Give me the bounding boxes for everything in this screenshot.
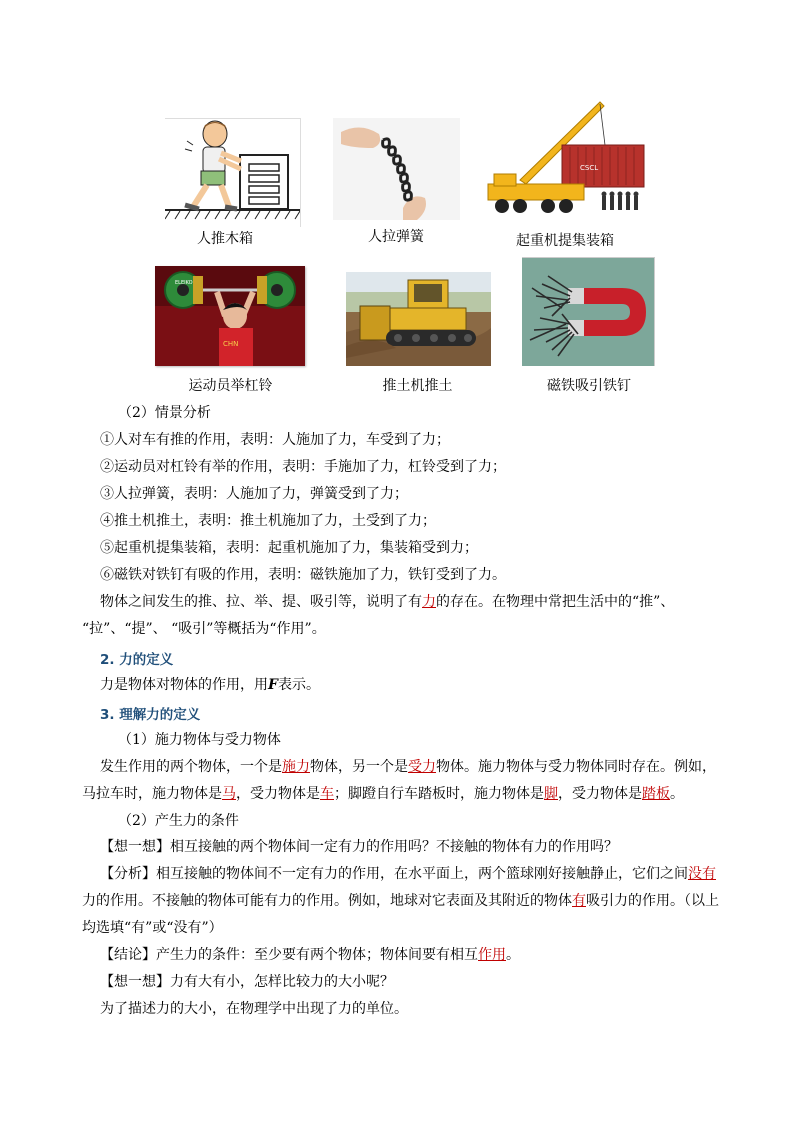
analysis-paragraph-line-1 xyxy=(100,863,716,883)
p1-blank-1: 施力 xyxy=(282,759,310,775)
definition-text-a: 力是物体对物体的作用，用 xyxy=(100,677,268,693)
section2-heading: 2. 力的定义 xyxy=(100,652,174,668)
analysis-text-b: 力的作用。不接触的物体可能有力的作用。例如，地球对它表面及其附近的物体 xyxy=(82,893,572,909)
caption-crane: 起重机提集装箱 xyxy=(516,233,614,249)
think-question-1: 【想一想】相互接触的两个物体间一定有力的作用吗？不接触的物体有力的作用吗？ xyxy=(100,839,618,855)
p1-blank-2: 受力 xyxy=(408,759,436,775)
analysis-item-5: ⑤起重机提集装箱，表明：起重机施加了力，集装箱受到力； xyxy=(100,540,478,556)
summary-text-b: 的存在。在物理中常把生活中的“推”、 xyxy=(436,594,675,610)
analysis-paragraph-line-3: 均选填“有”或“没有”） xyxy=(82,920,223,936)
p1-text-c: 物体，另一个是 xyxy=(310,759,408,775)
analysis-text-a: 【分析】相互接触的物体间不一定有力的作用，在水平面上，两个篮球刚好接触静止，它们之间 xyxy=(100,866,688,882)
section3-heading: 3. 理解力的定义 xyxy=(100,707,201,723)
p2-text-c: ，受力物体是 xyxy=(236,786,320,802)
analysis-blank-2: 有 xyxy=(572,893,586,909)
figure-weightlifter xyxy=(155,266,305,366)
summary-blank: 力 xyxy=(422,594,436,610)
p2-blank-2: 车 xyxy=(320,786,334,802)
caption-push-box: 人推木箱 xyxy=(197,231,253,247)
p2-text-e: ，受力物体是 xyxy=(558,786,642,802)
analysis-summary-line-1 xyxy=(100,591,674,611)
analysis-item-3: ③人拉弹簧，表明：人施加了力，弹簧受到了力； xyxy=(100,486,408,502)
caption-pull-spring: 人拉弹簧 xyxy=(368,229,424,245)
p2-text-f: 。 xyxy=(670,786,684,802)
analysis-item-6: ⑥磁铁对铁钉有吸的作用，表明：磁铁施加了力，铁钉受到了力。 xyxy=(100,567,506,583)
conclusion-blank: 作用 xyxy=(478,947,506,963)
analysis-blank-1: 没有 xyxy=(688,866,716,882)
analysis-summary-line-2: “拉”、“提”、 “吸引”等概括为“作用”。 xyxy=(82,621,326,637)
section3-sub1: （1）施力物体与受力物体 xyxy=(118,732,281,748)
hand-pulling-spring-illustration xyxy=(333,118,460,220)
p1-text-d: 物体。施力物体与受力物体同时存在。例如， xyxy=(436,759,716,775)
definition-text-b: 表示。 xyxy=(277,677,320,693)
p1-text-a: 发生作用的两个物体，一个是 xyxy=(100,759,282,775)
figure-crane xyxy=(480,100,650,220)
p2-blank-4: 踏板 xyxy=(642,786,670,802)
force-symbol: F xyxy=(268,677,278,693)
weightlifter-illustration xyxy=(155,266,305,366)
figure-pull-spring xyxy=(333,118,460,220)
caption-bulldozer: 推土机推土 xyxy=(382,378,453,394)
p2-blank-3: 脚 xyxy=(544,786,558,802)
container-text: CSCL xyxy=(580,164,599,172)
section3-sub2: （2）产生力的条件 xyxy=(118,813,239,829)
p2-text-a: 马拉车时，施力物体是 xyxy=(82,786,222,802)
section3-p1 xyxy=(100,756,716,776)
figure-bulldozer xyxy=(346,272,491,366)
person-pushing-box-illustration xyxy=(165,119,300,227)
analysis-item-2: ②运动员对杠铃有举的作用，表明：手施加了力，杠铃受到了力； xyxy=(100,459,506,475)
analysis-text-c: 吸引力的作用。（以上 xyxy=(586,893,719,909)
bulldozer-illustration xyxy=(346,272,491,366)
summary-text-a: 物体之间发生的推、拉、举、提、吸引等，说明了有 xyxy=(100,594,422,610)
caption-magnet: 磁铁吸引铁钉 xyxy=(547,378,631,394)
jersey-text: CHN xyxy=(223,340,239,348)
analysis-title: （2）情景分析 xyxy=(118,405,211,421)
caption-weightlifter: 运动员举杠铃 xyxy=(188,378,273,394)
p2-text-d: ；脚蹬自行车踏板时，施力物体是 xyxy=(334,786,544,802)
figure-push-box xyxy=(165,118,301,227)
think-question-2: 【想一想】力有大有小，怎样比较力的大小呢？ xyxy=(100,974,394,990)
magnet-attracting-nails-illustration xyxy=(522,258,654,366)
conclusion-text-c: 。 xyxy=(506,947,520,963)
conclusion-text-a: 【结论】产生力的条件：至少要有两个物体；物体间要有相互 xyxy=(100,947,478,963)
final-sentence: 为了描述力的大小，在物理学中出现了力的单位。 xyxy=(100,1001,408,1017)
analysis-item-1: ①人对车有推的作用，表明：人施加了力，车受到了力； xyxy=(100,432,450,448)
analysis-item-4: ④推土机推土，表明：推土机施加了力，土受到了力； xyxy=(100,513,436,529)
figure-magnet xyxy=(522,257,655,366)
p2-blank-1: 马 xyxy=(222,786,236,802)
analysis-paragraph-line-2 xyxy=(82,890,719,910)
section3-p2 xyxy=(82,783,684,803)
conclusion xyxy=(100,944,520,964)
svg-text:ELEIKO: ELEIKO xyxy=(175,280,193,286)
crane-lifting-container-illustration xyxy=(480,100,650,220)
section2-definition xyxy=(100,674,320,694)
